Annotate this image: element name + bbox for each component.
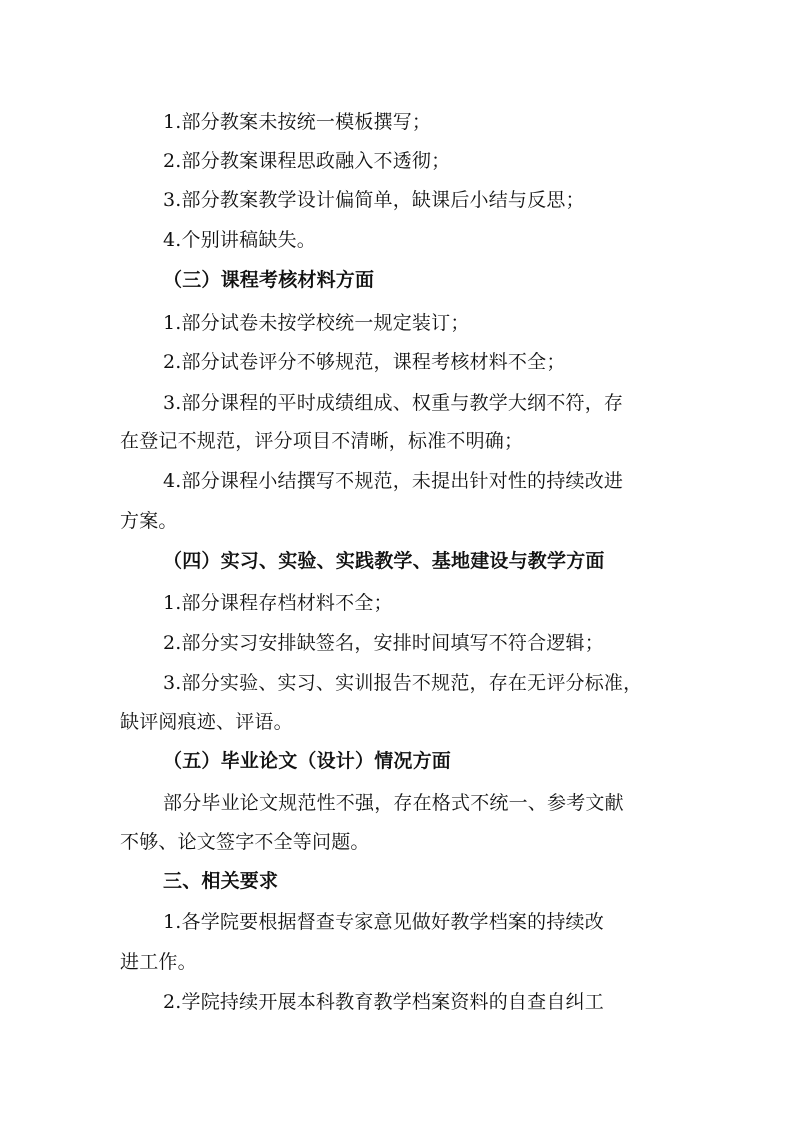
list-item-continuation: 进工作。 [120,951,197,973]
list-item: 2.学院持续开展本科教育教学档案资料的自查自纠工 [163,991,604,1013]
list-item: 2.部分教案课程思政融入不透彻； [163,150,451,172]
list-item: 3.部分课程的平时成绩组成、权重与教学大纲不符，存 [163,392,624,414]
list-item-continuation: 在登记不规范，评分项目不清晰，标准不明确； [120,430,524,452]
list-item: 4.个别讲稿缺失。 [163,229,316,251]
list-item: 3.部分教案教学设计偏简单，缺课后小结与反思； [163,189,585,211]
paragraph-line: 部分毕业论文规范性不强，存在格式不统一、参考文献 [163,792,624,814]
list-item: 1.各学院要根据督查专家意见做好教学档案的持续改 [163,911,604,933]
section-heading: （四）实习、实验、实践教学、基地建设与教学方面 [163,550,605,572]
paragraph-line: 不够、论文签字不全等问题。 [120,831,370,853]
list-item: 1.部分教案未按统一模板撰写； [163,111,432,133]
list-item: 1.部分课程存档材料不全； [163,592,393,614]
section-heading: （五）毕业论文（设计）情况方面 [163,750,452,772]
list-item: 3.部分实验、实习、实训报告不规范，存在无评分标准， [163,672,643,694]
list-item-continuation: 缺评阅痕迹、评语。 [120,711,293,733]
list-item: 1.部分试卷未按学校统一规定装订； [163,312,470,334]
section-heading: 三、相关要求 [163,870,279,892]
section-heading: （三）课程考核材料方面 [163,269,375,291]
list-item-continuation: 方案。 [120,510,178,532]
list-item: 4.部分课程小结撰写不规范，未提出针对性的持续改进 [163,470,624,492]
list-item: 2.部分实习安排缺签名，安排时间填写不符合逻辑； [163,632,604,654]
list-item: 2.部分试卷评分不够规范，课程考核材料不全； [163,351,566,373]
